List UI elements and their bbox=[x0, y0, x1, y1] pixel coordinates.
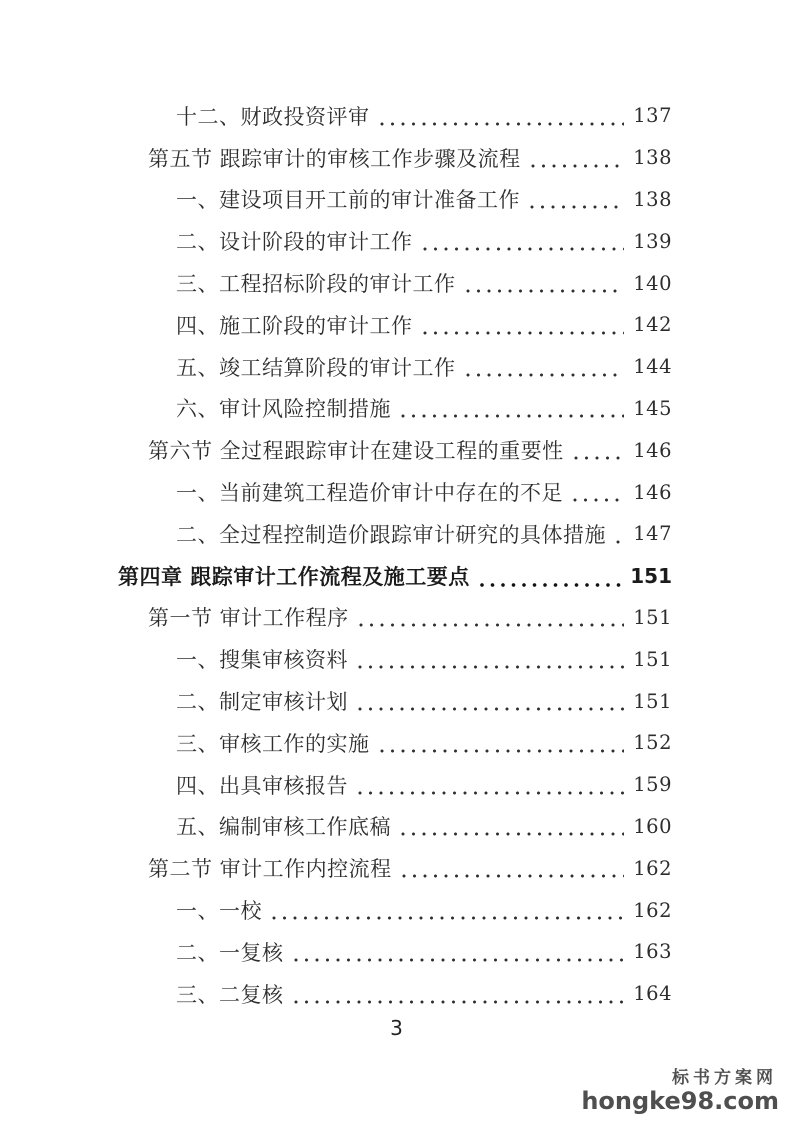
toc-entry bbox=[118, 555, 672, 597]
toc-entry-page-number: 142 bbox=[633, 313, 672, 337]
toc-entry bbox=[118, 388, 672, 430]
toc-entry-label: 三、二复核 bbox=[176, 982, 284, 1007]
toc-entry-page-number: 139 bbox=[633, 229, 672, 253]
toc-entry-label: 第五节 跟踪审计的审核工作步骤及流程 bbox=[148, 146, 521, 171]
toc-entry-page-number: 145 bbox=[633, 396, 672, 420]
toc-entry bbox=[118, 722, 672, 764]
dot-leader bbox=[616, 540, 624, 544]
dot-leader bbox=[358, 665, 624, 669]
toc-entry bbox=[118, 304, 672, 346]
toc-entry bbox=[118, 638, 672, 680]
toc-entry bbox=[118, 806, 672, 848]
toc-entry-label: 三、工程招标阶段的审计工作 bbox=[176, 272, 456, 297]
toc-entry bbox=[118, 973, 672, 1015]
toc-entry bbox=[118, 137, 672, 179]
toc-entry-label: 三、审核工作的实施 bbox=[176, 731, 370, 756]
dot-leader bbox=[272, 916, 624, 920]
watermark-site-url: hongke98.com bbox=[581, 1086, 779, 1115]
toc-entry-page-number: 162 bbox=[633, 856, 672, 880]
dot-leader bbox=[294, 958, 625, 962]
toc-entry bbox=[118, 847, 672, 889]
toc-entry bbox=[118, 429, 672, 471]
toc-entry-page-number: 164 bbox=[633, 982, 672, 1006]
toc-entry bbox=[118, 680, 672, 722]
toc-entry-label: 一、建设项目开工前的审计准备工作 bbox=[176, 188, 520, 213]
toc-entry-label: 五、竣工结算阶段的审计工作 bbox=[176, 355, 456, 380]
toc-entry bbox=[118, 597, 672, 639]
toc-entry-page-number: 160 bbox=[633, 814, 672, 838]
toc-entry-label: 一、一校 bbox=[176, 899, 262, 924]
toc-entry bbox=[118, 95, 672, 137]
toc-entry-label: 第一节 审计工作程序 bbox=[148, 606, 349, 631]
toc-entry-label: 五、编制审核工作底稿 bbox=[176, 815, 391, 840]
toc-entry-page-number: 137 bbox=[633, 104, 672, 128]
toc-entry-label: 一、当前建筑工程造价审计中存在的不足 bbox=[176, 481, 563, 506]
toc-entry bbox=[118, 220, 672, 262]
watermark-site-name: 标书方案网 bbox=[672, 1067, 777, 1088]
dot-leader bbox=[402, 874, 624, 878]
dot-leader bbox=[294, 1000, 625, 1004]
toc-entry-label: 十二、财政投资评审 bbox=[176, 104, 370, 129]
toc-entry-page-number: 138 bbox=[633, 146, 672, 170]
toc-entry-page-number: 162 bbox=[633, 898, 672, 922]
toc-entry bbox=[118, 179, 672, 221]
dot-leader bbox=[380, 122, 625, 126]
dot-leader bbox=[358, 707, 624, 711]
toc-entry bbox=[118, 513, 672, 555]
toc-entry-page-number: 152 bbox=[633, 731, 672, 755]
toc-entry-page-number: 144 bbox=[633, 355, 672, 379]
toc-entry-label: 一、搜集审核资料 bbox=[176, 648, 348, 673]
toc-entry-page-number: 140 bbox=[633, 271, 672, 295]
dot-leader bbox=[466, 289, 625, 293]
toc-entry bbox=[118, 764, 672, 806]
watermark bbox=[581, 1069, 779, 1114]
toc-entry-label: 第六节 全过程跟踪审计在建设工程的重要性 bbox=[148, 439, 564, 464]
dot-leader bbox=[480, 583, 622, 587]
dot-leader bbox=[380, 749, 625, 753]
toc-entry-page-number: 151 bbox=[630, 563, 672, 588]
dot-leader bbox=[573, 498, 624, 502]
footer-page-number: 3 bbox=[390, 1016, 403, 1040]
toc-entry bbox=[118, 346, 672, 388]
toc-entry-label: 第二节 审计工作内控流程 bbox=[148, 857, 392, 882]
dot-leader bbox=[531, 164, 624, 168]
dot-leader bbox=[358, 791, 624, 795]
toc-entry-page-number: 146 bbox=[633, 438, 672, 462]
toc-entry-label: 第四章 跟踪审计工作流程及施工要点 bbox=[118, 564, 470, 589]
toc-entry-label: 六、审计风险控制措施 bbox=[176, 397, 391, 422]
toc-entry-label: 二、设计阶段的审计工作 bbox=[176, 230, 413, 255]
dot-leader bbox=[530, 205, 624, 209]
dot-leader bbox=[574, 456, 624, 460]
dot-leader bbox=[423, 247, 625, 251]
toc-entry-label: 二、制定审核计划 bbox=[176, 690, 348, 715]
dot-leader bbox=[359, 623, 624, 627]
toc-entry bbox=[118, 931, 672, 973]
toc-entry-page-number: 146 bbox=[633, 480, 672, 504]
toc-entry-label: 四、出具审核报告 bbox=[176, 773, 348, 798]
toc-entry-page-number: 151 bbox=[633, 647, 672, 671]
toc-entry-label: 四、施工阶段的审计工作 bbox=[176, 313, 413, 338]
toc-entry-label: 二、一复核 bbox=[176, 940, 284, 965]
dot-leader bbox=[423, 331, 625, 335]
toc-entry-page-number: 151 bbox=[633, 689, 672, 713]
toc-entry bbox=[118, 262, 672, 304]
toc-entry bbox=[118, 471, 672, 513]
table-of-contents bbox=[118, 95, 672, 1015]
toc-entry-page-number: 147 bbox=[633, 522, 672, 546]
toc-entry-page-number: 151 bbox=[633, 605, 672, 629]
toc-entry-page-number: 163 bbox=[633, 940, 672, 964]
toc-entry-label: 二、全过程控制造价跟踪审计研究的具体措施 bbox=[176, 522, 606, 547]
dot-leader bbox=[401, 832, 624, 836]
dot-leader bbox=[466, 373, 625, 377]
dot-leader bbox=[401, 414, 624, 418]
toc-entry-page-number: 159 bbox=[633, 773, 672, 797]
toc-entry bbox=[118, 889, 672, 931]
toc-entry-page-number: 138 bbox=[633, 187, 672, 211]
